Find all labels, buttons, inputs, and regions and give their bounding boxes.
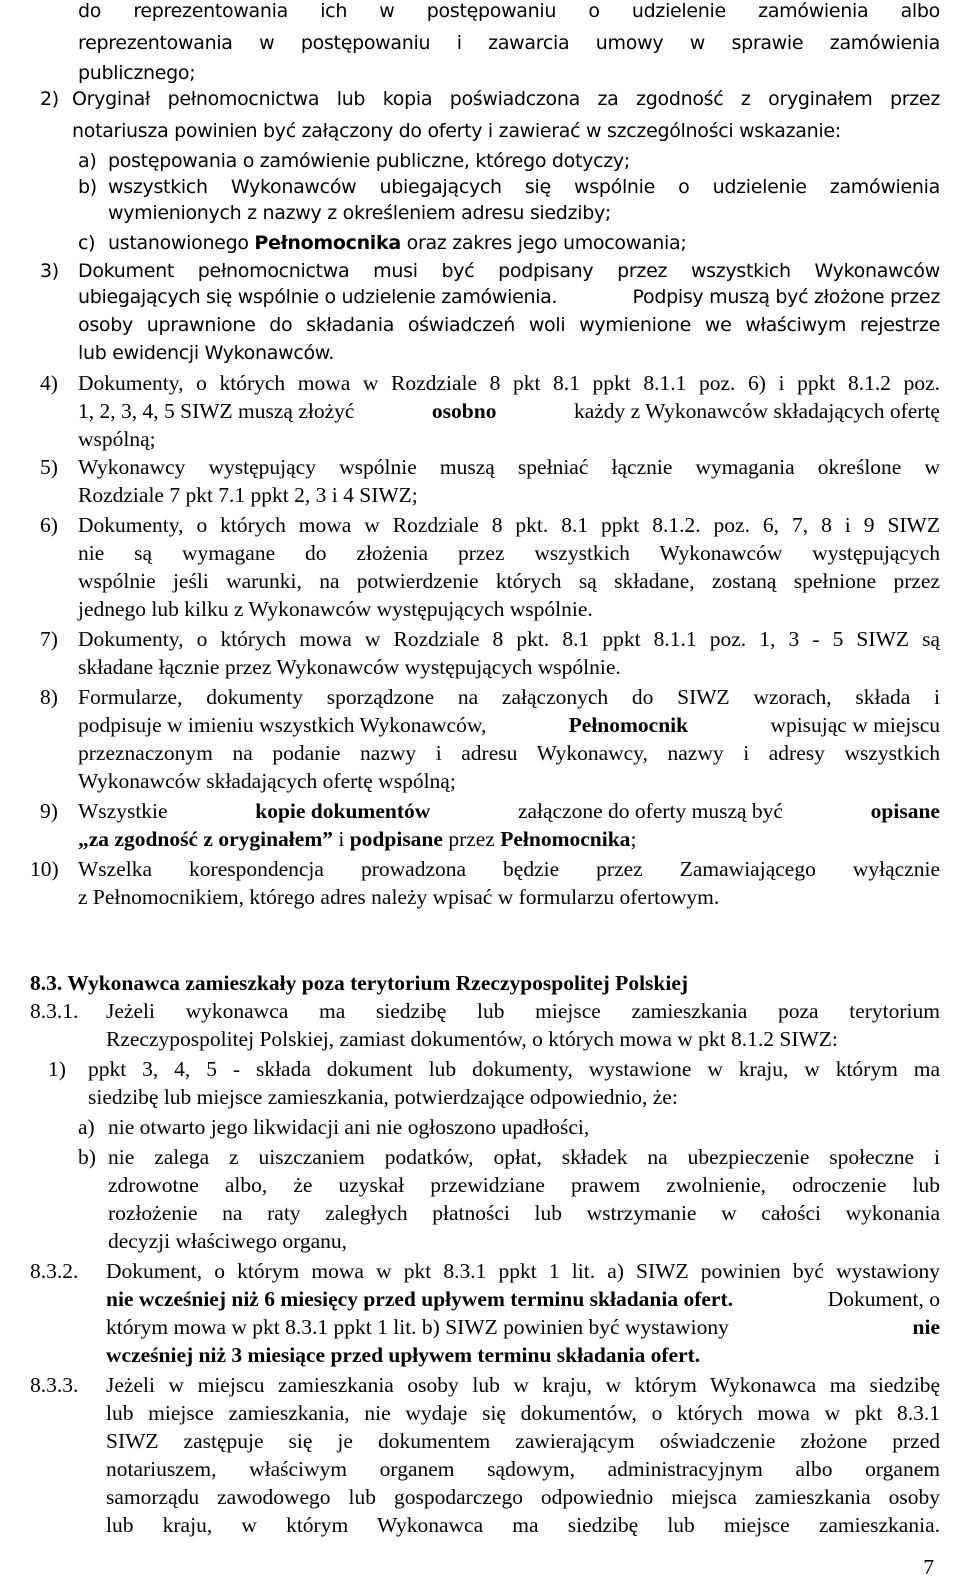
text-span: każdy z Wykonawców składających ofertę	[573, 399, 940, 423]
list-label: a)	[78, 1115, 95, 1139]
bold-term: podpisane	[349, 827, 443, 851]
text-line	[78, 826, 636, 852]
text-line: publicznego;	[78, 62, 196, 84]
bold-term: „za zgodność z oryginałem”	[78, 827, 333, 851]
text-line: składane łącznie przez Wykonawców występujących wspólnie.	[78, 655, 621, 679]
list-label: 9)	[40, 799, 58, 823]
list-label: 7)	[40, 627, 58, 651]
text-line: lub miejsce zamieszkania, nie wydaje się dokumentów, o których mowa w pkt 8.3.1	[106, 1401, 940, 1425]
text-line: do reprezentowania ich w postępowaniu o udzielenie zamówienia albo	[78, 0, 940, 22]
text-span: podpisuje w imieniu wszystkich Wykonawców,	[78, 713, 487, 737]
text-line: Dokument, o którym mowa w pkt 8.3.1 ppkt 1 lit. a) SIWZ powinien być wystawiony	[106, 1259, 940, 1283]
text-line	[78, 398, 940, 424]
text-line: Dokument pełnomocnictwa musi być podpisany przez wszystkich Wykonawców	[78, 260, 940, 282]
text-line: osoby uprawnione do składania oświadczeń woli wymienione we właściwym rejestrze	[78, 314, 940, 336]
text-span: wpisując w miejscu	[770, 713, 940, 737]
page-number: 7	[923, 1555, 934, 1579]
section-heading: 8.3. Wykonawca zamieszkały poza terytorium Rzeczypospolitej Polskiej	[30, 971, 689, 995]
text-span: ;	[630, 827, 637, 851]
text-line: z Pełnomocnikiem, którego adres należy wpisać w formularzu ofertowym.	[78, 885, 720, 909]
text-line: Rozdziale 7 pkt 7.1 ppkt 2, 3 i 4 SIWZ;	[78, 483, 418, 507]
bold-term: nie	[912, 1315, 940, 1339]
text-line: Dokumenty, o których mowa w Rozdziale 8 pkt. 8.1 ppkt 8.1.2. poz. 6, 7, 8 i 9 SIWZ	[78, 513, 940, 537]
list-label: b)	[78, 176, 97, 198]
text-line: Wszelka korespondencja prowadzona będzie przez Zamawiającego wyłącznie	[78, 857, 940, 881]
text-span: 1, 2, 3, 4, 5 SIWZ muszą złożyć	[78, 399, 355, 423]
text-line: wymienionych z nazwy z określeniem adresu siedziby;	[108, 202, 612, 224]
text-line: zdrowotne albo, że uzyskał przewidziane prawem zwolnienie, odroczenie lub	[108, 1173, 940, 1197]
text-line: jednego lub kilku z Wykonawców występujących wspólnie.	[78, 597, 593, 621]
text-line: rozłożenie na raty zaległych płatności lub wstrzymanie w całości wykonania	[108, 1201, 940, 1225]
text-line: wcześniej niż 3 miesiące przed upływem terminu składania ofert.	[106, 1343, 701, 1367]
text-line	[78, 284, 940, 310]
text-line	[106, 1286, 940, 1312]
bold-term: nie wcześniej niż 6 miesięcy przed upływem terminu składania ofert.	[106, 1287, 733, 1311]
text-line: nie otwarto jego likwidacji ani nie ogłoszono upadłości,	[108, 1115, 590, 1139]
paragraph-number: 8.3.1.	[30, 999, 79, 1023]
bold-term: Pełnomocnik	[568, 713, 689, 737]
text-line: ppkt 3, 4, 5 - składa dokument lub dokumenty, wystawione w kraju, w którym ma	[88, 1057, 940, 1081]
text-line: Wykonawcy występujący wspólnie muszą spełniać łącznie wymagania określone w	[78, 455, 940, 479]
text-line: postępowania o zamówienie publiczne, którego dotyczy;	[108, 150, 630, 172]
text-span: Dokument, o	[827, 1287, 940, 1311]
list-label: 4)	[40, 371, 58, 395]
text-span: którym mowa w pkt 8.3.1 ppkt 1 lit. b) SIWZ powinien być wystawiony	[106, 1315, 729, 1339]
text-line: Rzeczypospolitej Polskiej, zamiast dokumentów, o których mowa w pkt 8.1.2 SIWZ:	[106, 1027, 838, 1051]
text-line	[78, 798, 940, 824]
text-span: oraz zakres jego umocowania;	[406, 232, 687, 254]
list-label: 10)	[30, 857, 59, 881]
text-line	[78, 712, 940, 738]
list-label: b)	[78, 1145, 96, 1169]
list-label: 6)	[40, 513, 58, 537]
text-line: przeznaczonym na podanie nazwy i adresu Wykonawcy, nazwy i adresy wszystkich	[78, 741, 940, 765]
paragraph-number: 8.3.2.	[30, 1259, 79, 1283]
text-span: Podpisy muszą być złożone przez	[632, 286, 940, 308]
bold-term: kopie dokumentów	[255, 799, 431, 823]
text-line: Formularze, dokumenty sporządzone na załączonych do SIWZ wzorach, składa i	[78, 685, 940, 709]
text-line: lub ewidencji Wykonawców.	[78, 342, 335, 364]
text-line: samorządu zawodowego lub gospodarczego odpowiednio miejsca zamieszkania osoby	[106, 1485, 940, 1509]
text-line	[108, 230, 686, 256]
text-line: wspólnie jeśli warunki, na potwierdzenie których są składane, zostaną spełnione przez	[78, 569, 940, 593]
text-span: i	[338, 827, 345, 851]
text-span: przez	[448, 827, 495, 851]
list-label: c)	[78, 232, 96, 254]
text-span: załączone do oferty muszą być	[517, 799, 783, 823]
list-label: 8)	[40, 685, 58, 709]
text-line: nie zalega z uiszczaniem podatków, opłat, składek na ubezpieczenie społeczne i	[108, 1145, 940, 1169]
paragraph-number: 8.3.3.	[30, 1373, 79, 1397]
list-label: a)	[78, 150, 97, 172]
text-line: wszystkich Wykonawców ubiegających się wspólnie o udzielenie zamówienia	[108, 176, 940, 198]
bold-term: opisane	[870, 799, 940, 823]
text-line: Wykonawców składających ofertę wspólną;	[78, 769, 456, 793]
text-span: ubiegających się wspólnie o udzielenie zamówienia.	[78, 286, 558, 308]
text-line	[106, 1314, 940, 1340]
text-line: nie są wymagane do złożenia przez wszystkich Wykonawców występujących	[78, 541, 940, 565]
bold-term: Pełnomocnika	[500, 827, 631, 851]
text-line: Jeżeli wykonawca ma siedzibę lub miejsce zamieszkania poza terytorium	[106, 999, 940, 1023]
text-line: Dokumenty, o których mowa w Rozdziale 8 pkt. 8.1 ppkt 8.1.1 poz. 1, 3 - 5 SIWZ są	[78, 627, 940, 651]
list-label: 3)	[40, 260, 59, 282]
text-span: ustanowionego	[108, 232, 249, 254]
list-label: 1)	[48, 1057, 66, 1081]
text-line: Dokumenty, o których mowa w Rozdziale 8 pkt 8.1 ppkt 8.1.1 poz. 6) i ppkt 8.1.2 poz.	[78, 371, 940, 395]
text-line: Jeżeli w miejscu zamieszkania osoby lub w kraju, w którym Wykonawca ma siedzibę	[106, 1373, 940, 1397]
text-span: Wszystkie	[78, 799, 168, 823]
text-line: notariuszem, właściwym organem sądowym, administracyjnym albo organem	[106, 1457, 940, 1481]
list-label: 5)	[40, 455, 58, 479]
text-line: SIWZ zastępuje się je dokumentem zawierającym oświadczenie złożone przed	[106, 1429, 940, 1453]
text-line: wspólną;	[78, 427, 156, 451]
text-line: siedzibę lub miejsce zamieszkania, potwierdzające odpowiednio, że:	[88, 1085, 678, 1109]
text-line: decyzji właściwego organu,	[108, 1229, 348, 1253]
bold-term: Pełnomocnika	[254, 232, 401, 254]
bold-term: osobno	[431, 399, 497, 423]
text-line: lub kraju, w którym Wykonawca ma siedzibę lub miejsce zamieszkania.	[106, 1513, 940, 1537]
text-line: Oryginał pełnomocnictwa lub kopia poświadczona za zgodność z oryginałem przez	[72, 88, 940, 110]
text-line: reprezentowania w postępowaniu i zawarcia umowy w sprawie zamówienia	[78, 32, 940, 54]
text-line: notariusza powinien być załączony do oferty i zawierać w szczególności wskazanie:	[72, 120, 841, 142]
list-label: 2)	[40, 88, 59, 110]
